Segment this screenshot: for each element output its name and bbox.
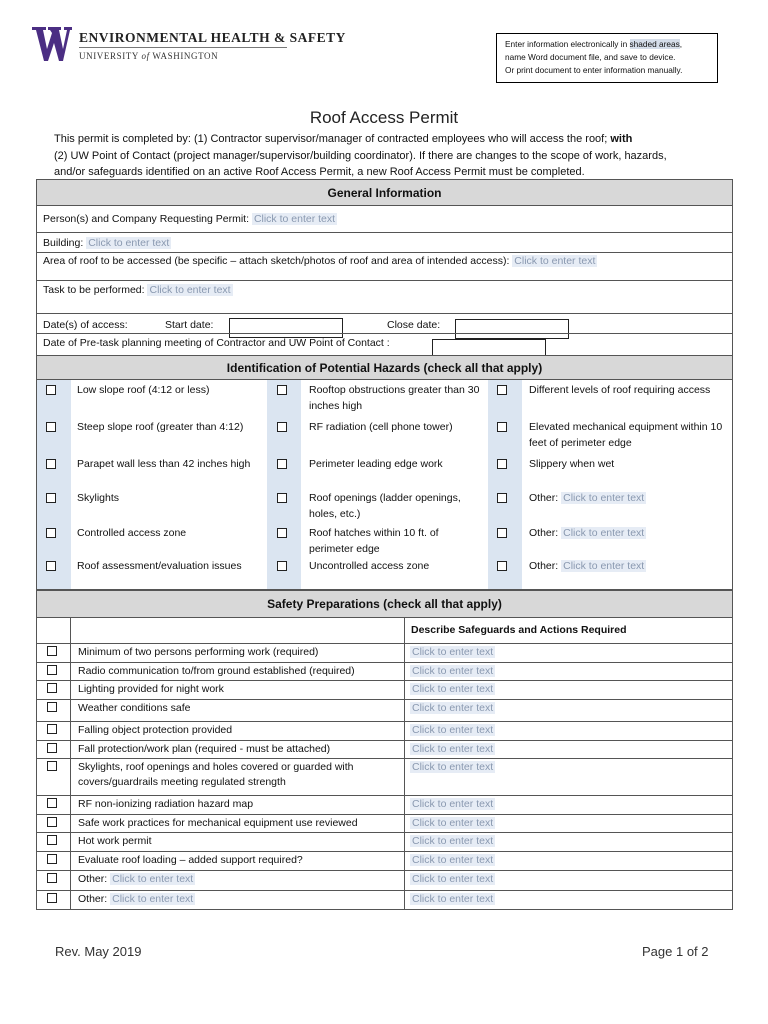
area-row	[36, 252, 733, 280]
divider	[36, 870, 733, 871]
task-row	[36, 280, 733, 313]
safety-item-label: Fall protection/work plan (required - must be attached)	[78, 743, 331, 755]
safety-item-label: Radio communication to/from ground established (required)	[78, 665, 355, 677]
divider	[79, 47, 287, 48]
start-date-label: Start date:	[165, 319, 214, 331]
requester-label: Person(s) and Company Requesting Permit: Click to enter text	[43, 213, 336, 225]
safeguard-input[interactable]: Click to enter text	[412, 683, 494, 695]
hazard-checkbox[interactable]	[277, 422, 287, 432]
safety-heading: Safety Preparations (check all that apply)	[37, 590, 732, 617]
hazard-checkbox[interactable]	[46, 459, 56, 469]
divider	[36, 814, 733, 815]
hazard-label: Slippery when wet	[529, 458, 615, 470]
hazard-checkbox[interactable]	[46, 422, 56, 432]
divider	[36, 699, 733, 700]
general-info-heading: General Information	[37, 180, 732, 205]
hazard-checkbox[interactable]	[497, 528, 507, 538]
safety-item-label: Other: Click to enter text	[78, 893, 194, 905]
safety-checkbox[interactable]	[47, 798, 57, 808]
hazard-label: Steep slope roof (greater than 4:12)	[77, 421, 244, 433]
hazard-label: RF radiation (cell phone tower)	[309, 421, 453, 433]
safety-checkbox[interactable]	[47, 743, 57, 753]
other-safety-input[interactable]: Click to enter text	[112, 893, 194, 905]
describe-heading: Describe Safeguards and Actions Required	[411, 624, 627, 636]
checkbox-column	[488, 380, 522, 589]
safety-item-label: Falling object protection provided	[78, 724, 233, 736]
divider	[404, 618, 405, 643]
hazard-checkbox[interactable]	[497, 561, 507, 571]
hazard-checkbox[interactable]	[277, 493, 287, 503]
hazard-label: Roof openings (ladder openings, holes, etc.)	[309, 492, 461, 520]
divider	[36, 721, 733, 722]
dates-row	[36, 313, 733, 333]
page-number: Page 1 of 2	[642, 944, 709, 959]
hazard-label: Low slope roof (4:12 or less)	[77, 384, 210, 396]
safety-item-label: Skylights, roof openings and holes covered or guarded with covers/guardrails meeting regulated strength	[78, 761, 354, 788]
hazard-checkbox[interactable]	[277, 459, 287, 469]
building-label: Building: Click to enter text	[43, 237, 170, 249]
safeguard-input[interactable]: Click to enter text	[412, 743, 494, 755]
safeguard-input[interactable]: Click to enter text	[412, 873, 494, 885]
hazard-label: Roof assessment/evaluation issues	[77, 560, 242, 572]
safety-checkbox[interactable]	[47, 893, 57, 903]
divider	[36, 795, 733, 796]
intro-text: This permit is completed by: (1) Contractor supervisor/manager of contracted employees who will access the roof; with (2) UW Point of Contact (project manager/supervisor/building coordinator). If there are changes to the scope of work, hazards, and/or safeguards identified on an active Roof Access Permit, a new Roof Access Permit must be completed.	[54, 133, 667, 178]
safeguard-input[interactable]: Click to enter text	[412, 702, 494, 714]
hazard-label: Other: Click to enter text	[529, 527, 645, 539]
revision-date: Rev. May 2019	[55, 944, 142, 959]
divider	[36, 832, 733, 833]
pretask-label: Date of Pre-task planning meeting of Contractor and UW Point of Contact :	[43, 337, 390, 349]
safety-checkbox[interactable]	[47, 683, 57, 693]
safety-item-label: RF non-ionizing radiation hazard map	[78, 798, 254, 810]
hazard-label: Rooftop obstructions greater than 30 inches high	[309, 384, 480, 412]
other-hazard-input[interactable]: Click to enter text	[563, 527, 645, 539]
dates-label: Date(s) of access:	[43, 319, 128, 331]
safety-checkbox[interactable]	[47, 817, 57, 827]
hazard-checkbox[interactable]	[277, 385, 287, 395]
safety-item-label: Minimum of two persons performing work (required)	[78, 646, 319, 658]
divider	[36, 662, 733, 663]
uw-logo-icon	[32, 27, 72, 61]
safety-checkbox[interactable]	[47, 665, 57, 675]
divider	[36, 740, 733, 741]
safety-checkbox[interactable]	[47, 724, 57, 734]
divider	[36, 758, 733, 759]
safety-checkbox[interactable]	[47, 854, 57, 864]
safeguard-input[interactable]: Click to enter text	[412, 893, 494, 905]
safety-checkbox[interactable]	[47, 761, 57, 771]
safety-item-label: Weather conditions safe	[78, 702, 191, 714]
hazard-label: Different levels of roof requiring access	[529, 384, 711, 396]
org-name: ENVIRONMENTAL HEALTH & SAFETY	[79, 30, 346, 45]
hazard-checkbox[interactable]	[46, 561, 56, 571]
safeguard-input[interactable]: Click to enter text	[412, 646, 494, 658]
requester-row	[36, 205, 733, 232]
area-input[interactable]: Click to enter text	[514, 255, 596, 267]
hazard-checkbox[interactable]	[497, 459, 507, 469]
other-hazard-input[interactable]: Click to enter text	[563, 492, 645, 504]
close-date-label: Close date:	[387, 319, 441, 331]
divider	[36, 851, 733, 852]
hazards-heading: Identification of Potential Hazards (check all that apply)	[37, 356, 732, 379]
safeguard-input[interactable]: Click to enter text	[412, 835, 494, 847]
safeguard-input[interactable]: Click to enter text	[412, 724, 494, 736]
instructions-note: Enter information electronically in shaded areas, name Word document file, and save to device. Or print document to enter information manually.	[496, 33, 718, 83]
hazard-label: Uncontrolled access zone	[309, 560, 430, 572]
divider	[36, 643, 733, 644]
pretask-row	[36, 333, 733, 353]
safety-checkbox[interactable]	[47, 873, 57, 883]
hazard-checkbox[interactable]	[46, 493, 56, 503]
university-name: UNIVERSITY of WASHINGTON	[79, 51, 219, 61]
hazard-label: Controlled access zone	[77, 527, 187, 539]
hazard-checkbox[interactable]	[497, 385, 507, 395]
safety-checkbox[interactable]	[47, 702, 57, 712]
checkbox-column	[37, 380, 71, 589]
safety-item-label: Lighting provided for night work	[78, 683, 224, 695]
hazard-label: Other: Click to enter text	[529, 492, 645, 504]
divider	[36, 680, 733, 681]
other-hazard-input[interactable]: Click to enter text	[563, 560, 645, 572]
other-safety-input[interactable]: Click to enter text	[112, 873, 194, 885]
hazard-checkbox[interactable]	[46, 385, 56, 395]
hazard-checkbox[interactable]	[277, 528, 287, 538]
divider	[36, 890, 733, 891]
building-row	[36, 232, 733, 252]
safety-item-label: Hot work permit	[78, 835, 152, 847]
task-input[interactable]: Click to enter text	[149, 284, 231, 296]
safety-checkbox[interactable]	[47, 835, 57, 845]
safeguard-input[interactable]: Click to enter text	[412, 817, 494, 829]
hazard-label: Elevated mechanical equipment within 10 feet of perimeter edge	[529, 421, 723, 449]
safeguard-input[interactable]: Click to enter text	[412, 798, 494, 810]
divider	[36, 379, 733, 380]
task-label: Task to be performed: Click to enter text	[43, 284, 231, 296]
safety-checkbox[interactable]	[47, 646, 57, 656]
safeguard-input[interactable]: Click to enter text	[412, 665, 494, 677]
safeguard-input[interactable]: Click to enter text	[412, 854, 494, 866]
divider	[70, 618, 71, 643]
safety-item-label: Evaluate roof loading – added support required?	[78, 854, 303, 866]
safety-item-label: Safe work practices for mechanical equipment use reviewed	[78, 817, 358, 829]
hazard-label: Other: Click to enter text	[529, 560, 645, 572]
hazard-checkbox[interactable]	[46, 528, 56, 538]
hazard-checkbox[interactable]	[497, 493, 507, 503]
area-label: Area of roof to be accessed (be specific – attach sketch/photos of roof and area of intended access): Click to enter text	[43, 255, 596, 267]
divider	[36, 617, 733, 618]
page-title: Roof Access Permit	[309, 108, 459, 127]
building-input[interactable]: Click to enter text	[88, 237, 170, 249]
checkbox-column	[267, 380, 301, 589]
hazard-label: Roof hatches within 10 ft. of perimeter edge	[309, 527, 439, 555]
requester-input[interactable]: Click to enter text	[253, 213, 336, 225]
safety-item-label: Other: Click to enter text	[78, 873, 194, 885]
safeguard-input[interactable]: Click to enter text	[412, 761, 494, 773]
hazard-label: Perimeter leading edge work	[309, 458, 443, 470]
hazard-checkbox[interactable]	[277, 561, 287, 571]
hazard-checkbox[interactable]	[497, 422, 507, 432]
hazard-label: Skylights	[77, 492, 120, 504]
hazard-label: Parapet wall less than 42 inches high	[77, 458, 251, 470]
